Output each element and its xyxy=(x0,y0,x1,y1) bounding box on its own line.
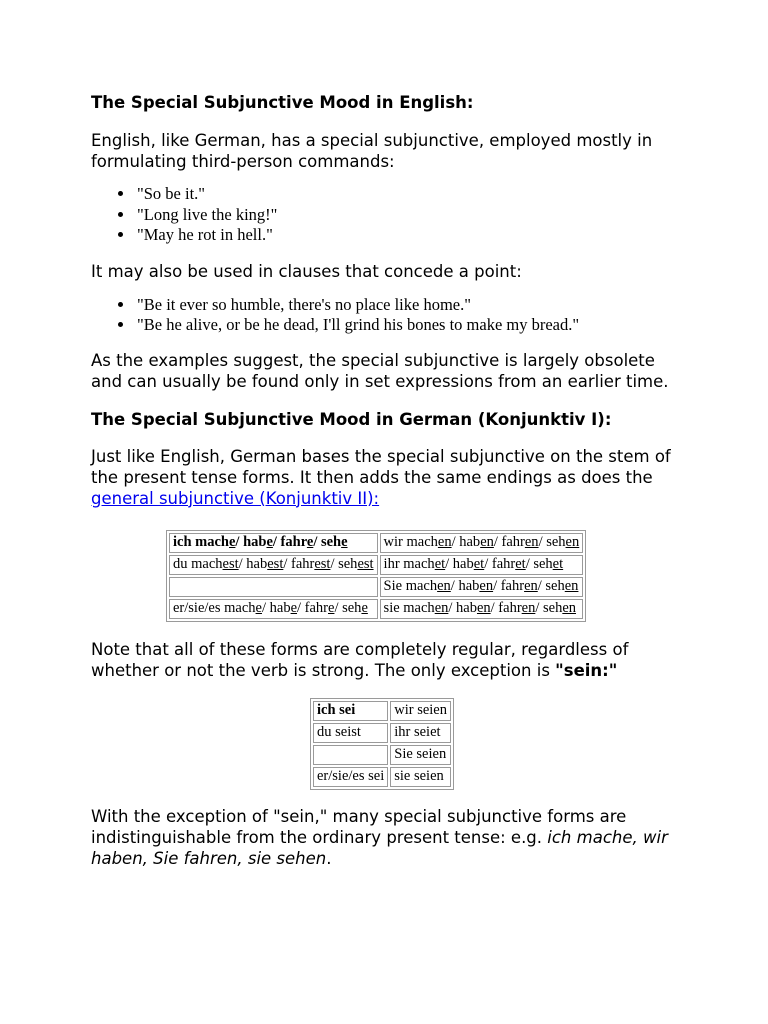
table-row xyxy=(169,555,583,575)
list-item: • "May he rot in hell." xyxy=(135,225,681,246)
intro-german xyxy=(91,446,681,509)
table-row xyxy=(313,701,451,721)
table-cell: ihr machet/ habet/ fahret/ sehet xyxy=(380,555,584,575)
table-cell: Sie seien xyxy=(390,745,451,765)
table-row xyxy=(313,767,451,787)
commands-list xyxy=(91,184,681,246)
table-row xyxy=(313,745,451,765)
intro-german-text: Just like English, German bases the special subjunctive on the stem of the present tense forms. It then adds the same endings as does the xyxy=(91,446,671,487)
heading-german: The Special Subjunctive Mood in German (Konjunktiv I): xyxy=(91,409,612,429)
sein-table xyxy=(310,698,454,790)
table-cell: sie seien xyxy=(390,767,451,787)
intro-english: English, like German, has a special subjunctive, employed mostly in formulating third-person commands: xyxy=(91,131,653,171)
concede-intro: It may also be used in clauses that concede a point: xyxy=(91,261,522,281)
closing-english: As the examples suggest, the special subjunctive is largely obsolete and can usually be found only in set expressions from an earlier time. xyxy=(91,350,669,391)
list-item: • "Be it ever so humble, there's no place like home." xyxy=(135,295,681,316)
table-cell-empty xyxy=(313,745,388,765)
table-cell: du seist xyxy=(313,723,388,743)
table-row xyxy=(169,577,583,597)
table-cell: wir machen/ haben/ fahren/ sehen xyxy=(380,533,584,553)
sein-bold: "sein:" xyxy=(555,660,618,680)
concede-list xyxy=(91,295,681,336)
table-row xyxy=(313,723,451,743)
table-cell-empty xyxy=(169,577,378,597)
final-period: . xyxy=(326,848,332,868)
final-paragraph xyxy=(91,806,681,869)
examples-italic: ich mache, wir haben, Sie fahren, sie sehen xyxy=(91,827,668,868)
list-item: • "Be he alive, or be he dead, I'll grind his bones to make my bread." xyxy=(135,315,681,336)
table-cell: er/sie/es sei xyxy=(313,767,388,787)
table-cell: ihr seiet xyxy=(390,723,451,743)
table-cell: er/sie/es mache/ habe/ fahre/ sehe xyxy=(169,599,378,619)
table-cell: wir seien xyxy=(390,701,451,721)
table-row xyxy=(169,599,583,619)
table-cell: ich mache/ habe/ fahre/ sehe xyxy=(169,533,378,553)
heading-english: The Special Subjunctive Mood in English: xyxy=(91,93,474,112)
table-cell: Sie machen/ haben/ fahren/ sehen xyxy=(380,577,584,597)
list-item: • "So be it." xyxy=(135,184,681,205)
note-paragraph xyxy=(91,639,681,681)
table-cell: sie machen/ haben/ fahren/ sehen xyxy=(380,599,584,619)
table-row xyxy=(169,533,583,553)
table-cell: ich sei xyxy=(313,701,388,721)
general-subjunctive-link[interactable]: general subjunctive (Konjunktiv II): xyxy=(91,488,380,508)
konjunktiv-table xyxy=(166,530,586,622)
note-text: Note that all of these forms are completely regular, regardless of whether or not the verb is strong. The only exception is xyxy=(91,639,629,680)
list-item: • "Long live the king!" xyxy=(135,205,681,226)
final-text: With the exception of "sein," many special subjunctive forms are indistinguishable from the ordinary present tense: e.g. xyxy=(91,806,627,847)
table-cell: du machest/ habest/ fahrest/ sehest xyxy=(169,555,378,575)
document-page xyxy=(91,92,681,869)
